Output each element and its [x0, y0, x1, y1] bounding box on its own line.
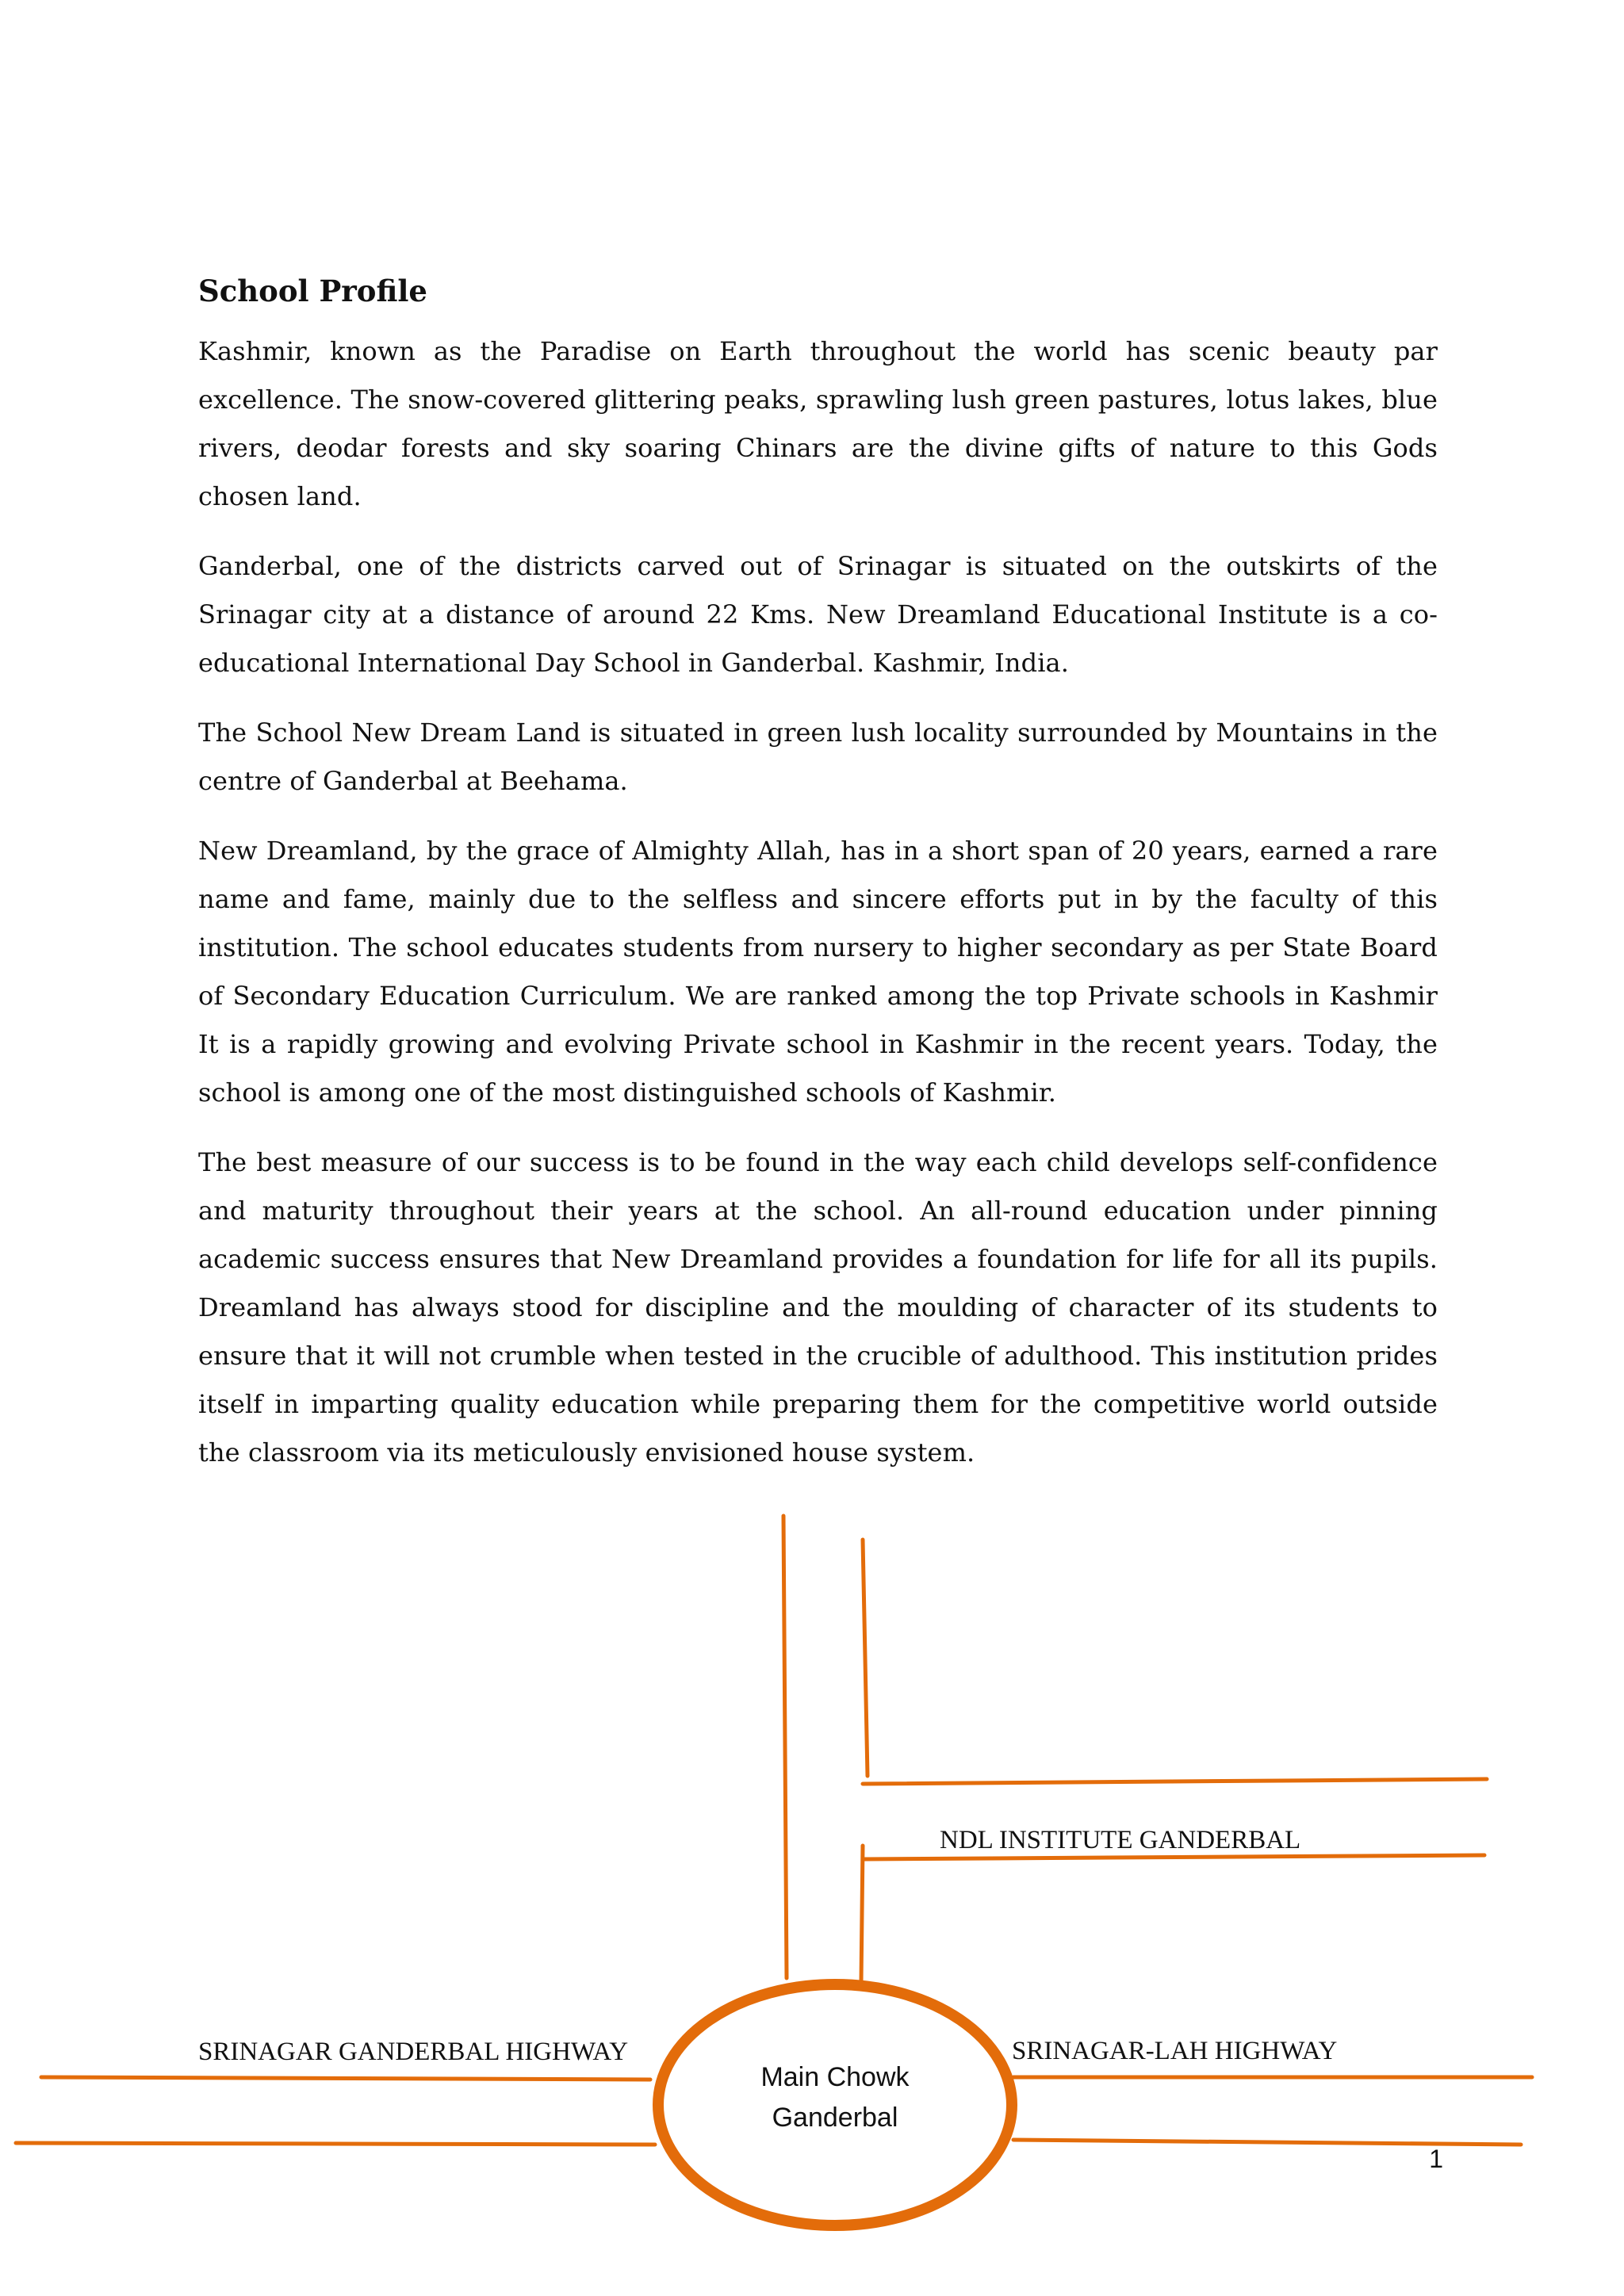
road-right-highway-lower	[1013, 2140, 1521, 2145]
paragraph-history: New Dreamland, by the grace of Almighty Allah, has in a short span of 20 years, earned a rare name and fame, mainly due to the selfless and sincere efforts put in by the faculty of this institution. The school educates students from nursery to higher secondary as per State Board of Secondary Education Curriculum. We are ranked among the top Private schools in Kashmir It is a rapidly growing and evolving Private school in Kashmir in the recent years. Today, the school is among one of the most distinguished schools of Kashmir.	[198, 836, 1438, 1108]
paragraph-ganderbal: Ganderbal, one of the districts carved out of Srinagar is situated on the outskirts of the Srinagar city at a distance of around 22 Kms. New Dreamland Educational Institute is a co-educational International Day School in Ganderbal. Kashmir, India.	[198, 551, 1438, 679]
paragraph-location: The School New Dream Land is situated in green lush locality surrounded by Mountains in the centre of Ganderbal at Beehama.	[198, 718, 1438, 797]
road-left-highway-upper	[41, 2077, 650, 2080]
main-chowk-label-line2: Ganderbal	[772, 2103, 898, 2133]
page-title: School Profile	[198, 274, 427, 308]
page-number: 1	[1429, 2145, 1443, 2173]
main-chowk-label-line1: Main Chowk	[760, 2062, 910, 2092]
road-left-highway-lower	[16, 2143, 655, 2145]
road-vertical-right-lower	[861, 1846, 863, 1982]
road-ndl-upper	[863, 1779, 1487, 1784]
road-vertical-left	[783, 1516, 787, 1978]
ndl-institute-label: NDL INSTITUTE GANDERBAL	[940, 1826, 1301, 1854]
left-highway-label: SRINAGAR GANDERBAL HIGHWAY	[198, 2038, 629, 2066]
paragraph-success: The best measure of our success is to be found in the way each child develops self-confidence and maturity throughout their years at the school. An all-round education under pinning academic success ensures that New Dreamland provides a foundation for life for all its pupils. Dreamland has always stood for discipline and the moulding of character of its students to ensure that it will not crumble when tested in the crucible of adulthood. This institution prides itself in imparting quality education while preparing them for the competitive world outside the classroom via its meticulously envisioned house system.	[198, 1147, 1438, 1468]
right-highway-label: SRINAGAR-LAH HIGHWAY	[1012, 2037, 1338, 2065]
road-ndl-lower	[863, 1855, 1484, 1859]
road-vertical-right-upper	[863, 1540, 868, 1776]
paragraph-kashmir: Kashmir, known as the Paradise on Earth throughout the world has scenic beauty par excellence. The snow-covered glittering peaks, sprawling lush green pastures, lotus lakes, blue rivers, deodar forests and sky soaring Chinars are the divine gifts of nature to this Gods chosen land.	[198, 336, 1438, 512]
